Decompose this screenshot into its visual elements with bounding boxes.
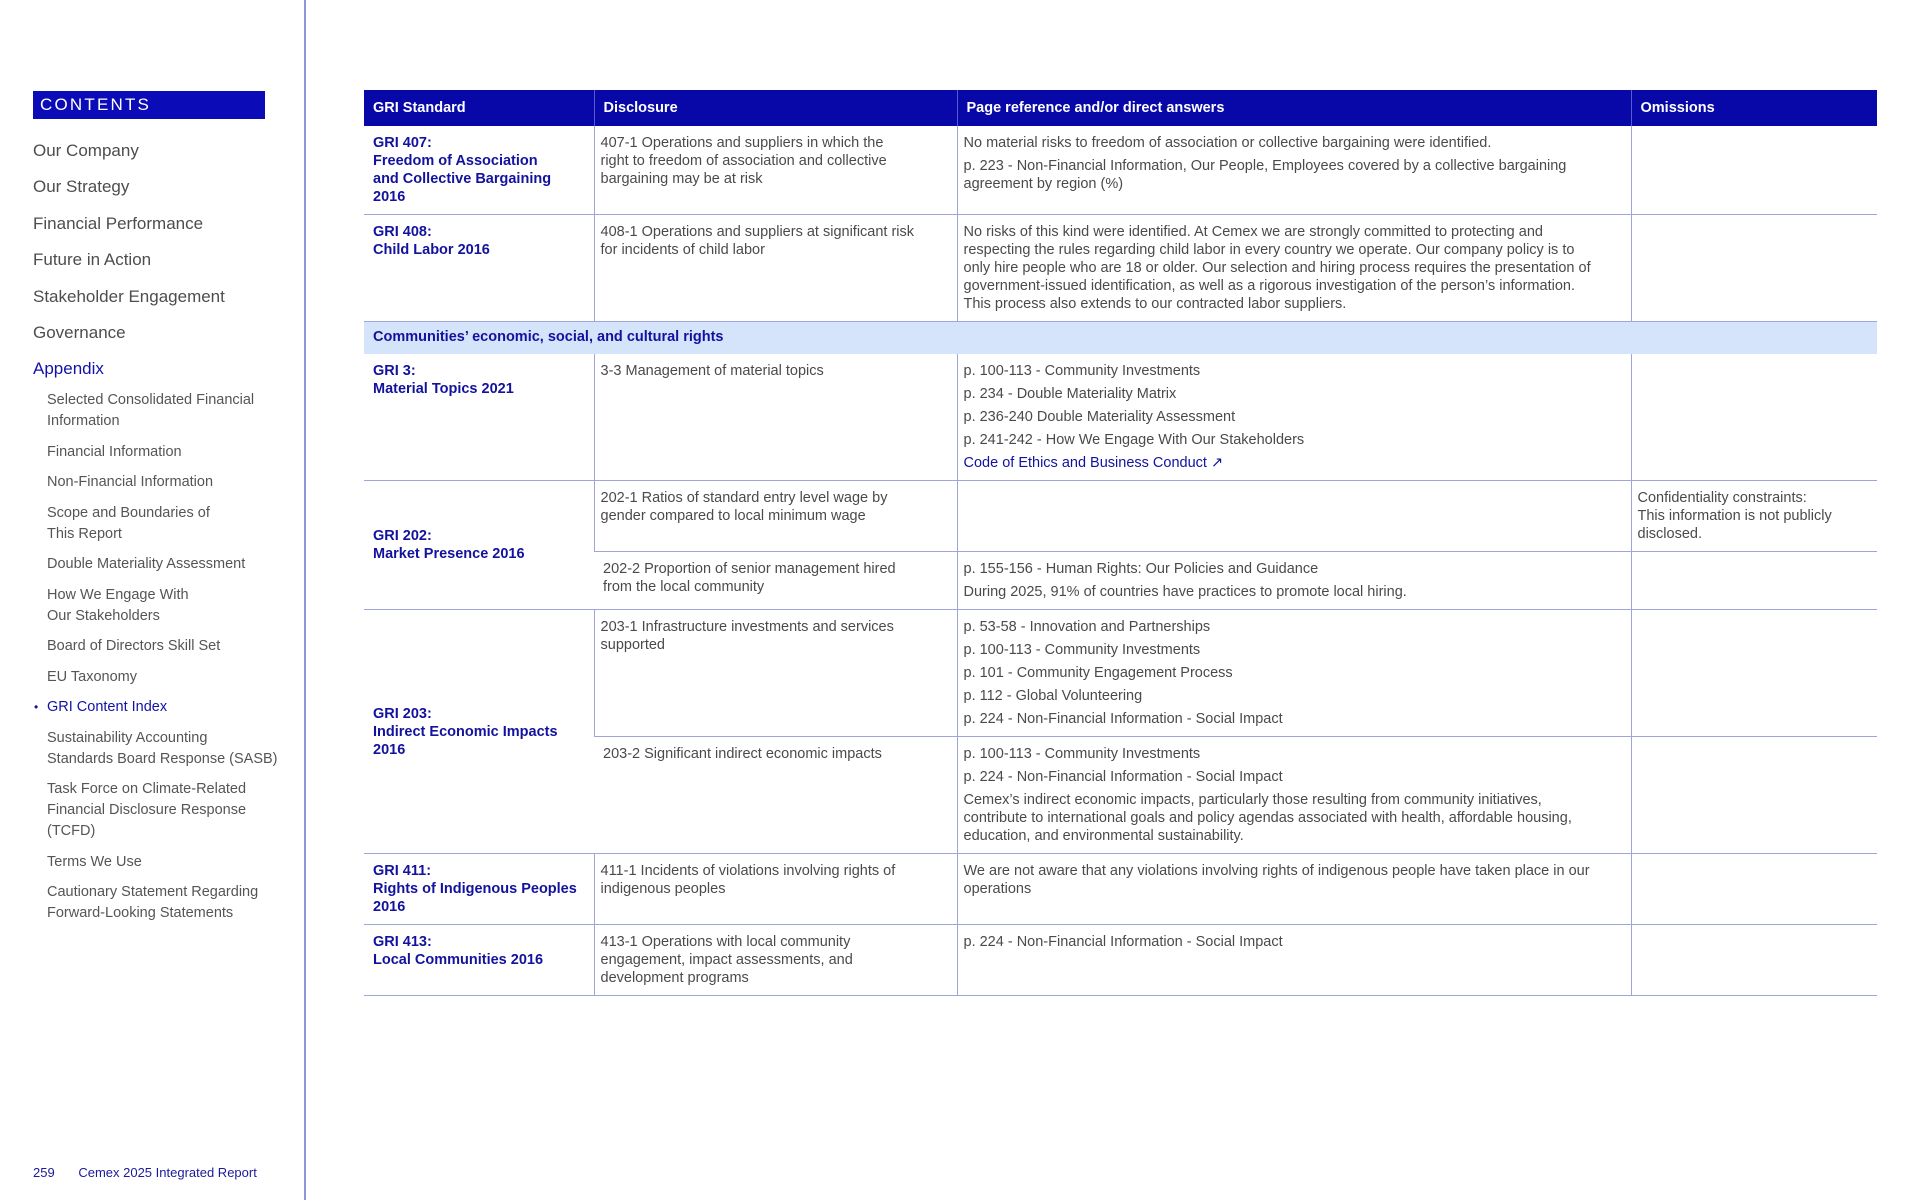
sub-item-line: Selected Consolidated Financial [47,392,255,408]
sub-item-line: GRI Content Index [47,699,168,715]
gri-standard-line: Local Communities 2016 [373,952,544,968]
page-footer [33,1165,257,1180]
disclosure-line: from the local community [603,579,765,595]
column-header-page-reference: Page reference and/or direct answers [957,90,1631,126]
omission-line: disclosed. [1637,526,1702,542]
disclosure-cell [594,552,957,610]
column-header-omissions: Omissions [1631,90,1877,126]
gri-standard-line: and Collective Bargaining [373,171,552,187]
disclosure-cell: 203-2 Significant indirect economic impacts [594,737,957,854]
sub-item-line: Non-Financial Information [47,474,214,490]
sub-item-double-materiality-assessment[interactable] [47,554,292,575]
sub-item-line: Sustainability Accounting [47,729,208,746]
sub-item-selected-consolidated-financial-information[interactable] [47,390,292,432]
disclosure-line: 408-1 Operations and suppliers at significant risk [600,224,915,240]
sub-item-financial-information[interactable] [47,442,292,463]
disclosure-cell [594,481,957,552]
reference-line: only hire people who are 18 or older. Our selection and hiring process requires the presentation of [963,260,1591,276]
table-row [364,610,1877,737]
column-header-gri-standard: GRI Standard [364,90,594,126]
page-reference-cell [957,552,1631,610]
sub-item-gri-content-index[interactable] [34,697,292,718]
table-row [364,354,1877,481]
gri-standard-cell [364,925,594,996]
table-row [364,126,1877,215]
page-reference-cell: p. 224 - Non-Financial Information - Social Impact [957,925,1631,996]
gri-standard-line: Material Topics 2021 [373,381,514,397]
sub-item-line: Double Materiality Assessment [47,556,246,572]
nav-item-stakeholder-engagement[interactable]: Stakeholder Engagement [33,286,225,306]
omission-line: Confidentiality constraints: [1637,490,1807,506]
reference-line: p. 224 - Non-Financial Information - Social Impact [963,769,1283,785]
gri-standard-line: Rights of Indigenous Peoples [373,881,577,897]
reference-line: p. 100-113 - Community Investments [963,363,1201,379]
sub-item-line: Forward-Looking Statements [47,905,234,921]
nav-item-financial-performance[interactable]: Financial Performance [33,213,204,233]
omissions-cell [1631,737,1877,854]
active-bullet-icon: • [34,700,39,714]
omissions-cell [1631,854,1877,925]
gri-standard-line: GRI 407: [373,135,432,151]
reference-line: respecting the rules regarding child labor in every country we operate. Our company policy is to [963,242,1575,258]
column-header-disclosure: Disclosure [594,90,957,126]
gri-standard-cell [364,354,594,481]
nav-item-our-company[interactable]: Our Company [33,141,139,160]
sub-item-how-we-engage[interactable] [47,585,292,627]
sub-item-line: Financial Disclosure Response [47,802,247,818]
table-row [364,854,1877,925]
sub-item-sasb[interactable] [47,728,292,770]
gri-standard-line: GRI 202: [373,528,432,544]
gri-standard-line: 2016 [373,189,406,205]
table-row [364,215,1877,322]
reference-line: This process also extends to our contracted labor suppliers. [963,296,1347,312]
reference-line: p. 100-113 - Community Investments [963,746,1201,762]
reference-line: agreement by region (%) [963,176,1124,192]
page-reference-cell [957,854,1631,925]
section-title: Communities’ economic, social, and cultural rights [364,322,1877,355]
code-of-ethics-link[interactable]: Code of Ethics and Business Conduct ↗ [963,455,1224,471]
omissions-cell [1631,552,1877,610]
report-title: Cemex 2025 Integrated Report [78,1165,257,1180]
omissions-cell [1631,925,1877,996]
sub-item-non-financial-information[interactable] [47,472,292,493]
reference-line: Cemex’s indirect economic impacts, particularly those resulting from community initiatives, [963,792,1542,808]
page-reference-cell [957,737,1631,854]
disclosure-line: for incidents of child labor [600,242,765,258]
gri-standard-line: Freedom of Association [373,153,538,169]
disclosure-cell [594,925,957,996]
sub-item-line: Information [47,413,120,429]
reference-line: p. 155-156 - Human Rights: Our Policies and Guidance [963,561,1319,577]
reference-line: contribute to international goals and policy agendas associated with health, affordable housing, [963,810,1572,826]
omissions-cell [1631,354,1877,481]
disclosure-line: indigenous peoples [600,881,726,897]
sub-item-line: Task Force on Climate-Related [47,781,247,797]
reference-line: operations [963,881,1032,897]
sub-item-line: This Report [47,525,122,542]
disclosure-line: 202-2 Proportion of senior management hired [603,561,896,577]
disclosure-cell [594,610,957,737]
section-row [364,322,1877,355]
sub-item-line: Cautionary Statement Regarding [47,884,259,900]
disclosure-line: 202-1 Ratios of standard entry level wage by [600,490,888,506]
reference-line: p. 101 - Community Engagement Process [963,665,1233,681]
gri-content-table [364,90,1877,996]
disclosure-line: engagement, impact assessments, and [600,952,853,968]
disclosure-line: development programs [600,970,749,986]
table-row [364,481,1877,552]
page-reference-cell [957,610,1631,737]
table-row [364,925,1877,996]
contents-header: CONTENTS [33,91,265,119]
sub-item-cautionary-statement[interactable] [47,882,292,924]
reference-line: p. 100-113 - Community Investments [963,642,1201,658]
disclosure-line: 413-1 Operations with local community [600,934,851,950]
table-header-row [364,90,1877,126]
reference-line: During 2025, 91% of countries have practices to promote local hiring. [963,584,1407,600]
disclosure-line: bargaining may be at risk [600,171,763,187]
page-number: 259 [33,1165,55,1180]
reference-line: We are not aware that any violations involving rights of indigenous people have taken place in our [963,863,1590,879]
nav-item-appendix[interactable]: Appendix [33,359,104,379]
sub-item-terms-we-use[interactable] [47,852,292,873]
gri-standard-cell [364,126,594,215]
omissions-cell [1631,610,1877,737]
reference-line: p. 112 - Global Volunteering [963,688,1143,704]
page-reference-cell [957,215,1631,322]
disclosure-line: 407-1 Operations and suppliers in which the [600,135,884,151]
sidebar-divider [304,0,306,1200]
sub-item-line: (TCFD) [47,823,96,839]
reference-line: education, and environmental sustainability. [963,828,1244,844]
disclosure-line: gender compared to local minimum wage [600,508,866,524]
reference-line: No risks of this kind were identified. At Cemex we are strongly committed to protecting and [963,224,1543,240]
disclosure-line: 203-1 Infrastructure investments and services [600,619,894,635]
omissions-cell [1631,215,1877,322]
reference-text: No material risks to freedom of association or collective bargaining were identified. [963,135,1492,151]
gri-standard-cell [364,610,594,854]
omissions-cell [1631,481,1877,552]
nav-item-future-in-action[interactable]: Future in Action [33,250,152,270]
sidebar [0,0,305,1200]
sub-item-scope-and-boundaries[interactable] [47,503,292,545]
disclosure-line: right to freedom of association and collective [600,153,887,169]
disclosure-cell: 3-3 Management of material topics [594,354,957,481]
reference-line: p. 224 - Non-Financial Information - Social Impact [963,711,1283,727]
reference-line: p. 53-58 - Innovation and Partnerships [963,619,1211,635]
page-reference-cell [957,354,1631,481]
reference-line: p. 223 - Non-Financial Information, Our People, Employees covered by a collective bargaining [963,158,1567,174]
sub-item-line: EU Taxonomy [47,668,137,685]
sub-item-line: Financial Information [47,443,182,460]
disclosure-line: 411-1 Incidents of violations involving rights of [600,863,896,879]
sub-item-tcfd[interactable] [47,779,292,842]
reference-paragraph [964,791,1625,845]
page-reference-cell [957,126,1631,215]
page-reference-cell [957,481,1631,552]
disclosure-cell [594,215,957,322]
disclosure-line: supported [600,637,665,653]
gri-standard-line: 2016 [373,741,406,758]
gri-standard-cell [364,481,594,610]
nav-sub-list [34,390,292,934]
gri-standard-cell [364,854,594,925]
gri-standard-line: 2016 [373,899,406,915]
gri-standard-line: Indirect Economic Impacts [373,723,558,740]
reference-line: p. 236-240 Double Materiality Assessment [963,409,1236,425]
disclosure-cell [594,126,957,215]
gri-standard-line: GRI 203: [373,705,432,722]
nav-main-list [33,140,293,395]
reference-line: p. 234 - Double Materiality Matrix [963,386,1177,402]
reference-paragraph [964,157,1625,193]
sub-item-line: How We Engage With [47,586,189,603]
gri-standard-line: GRI 411: [373,863,432,879]
disclosure-cell [594,854,957,925]
reference-line: p. 241-242 - How We Engage With Our Stakeholders [963,432,1305,448]
gri-standard-cell [364,215,594,322]
omission-line: This information is not publicly [1637,508,1832,524]
gri-standard-line: GRI 3: [373,363,416,379]
omissions-cell [1631,126,1877,215]
nav-item-governance[interactable]: Governance [33,322,126,342]
gri-standard-line: GRI 408: [373,224,432,240]
nav-item-our-strategy[interactable]: Our Strategy [33,177,130,197]
sub-item-line: Board of Directors Skill Set [47,638,221,654]
gri-standard-line: GRI 413: [373,934,432,950]
gri-standard-line: Child Labor 2016 [373,242,490,258]
reference-line: government-issued identification, as well as a rigorous investigation of the person’s information. [963,278,1575,294]
gri-standard-line: Market Presence 2016 [373,546,525,562]
sub-item-line: Standards Board Response (SASB) [47,750,278,767]
sub-item-line: Scope and Boundaries of [47,504,210,521]
sub-item-board-skill-set[interactable] [47,636,292,657]
sub-item-line: Terms We Use [47,853,142,870]
sub-item-line: Our Stakeholders [47,607,160,624]
sub-item-eu-taxonomy[interactable] [47,667,292,688]
